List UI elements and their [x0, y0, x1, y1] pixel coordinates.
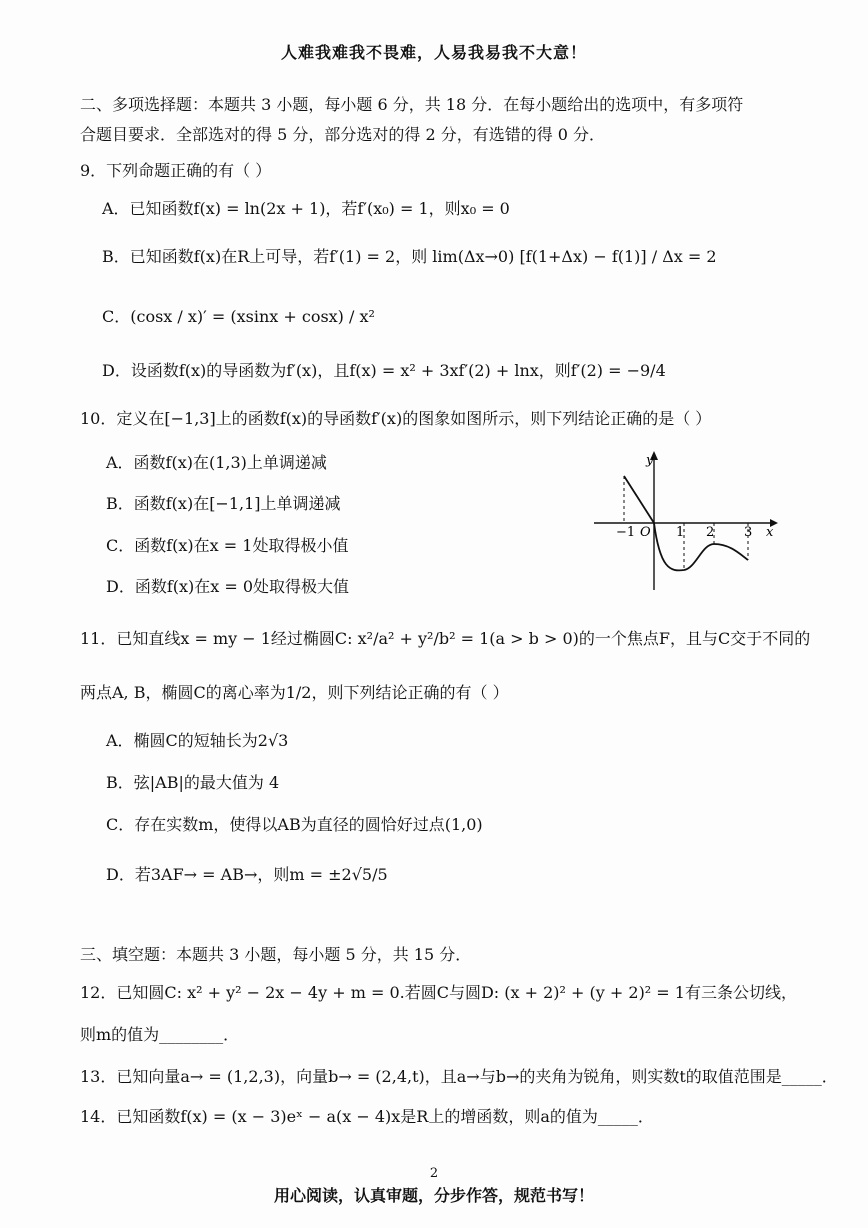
q9-option-b: B．已知函数f(x)在R上可导，若f′(1) = 2，则 lim(Δx→0) [f(1+Δx) − f(1)] / Δx = 2 [102, 247, 717, 266]
section2-instructions-line2: 合题目要求．全部选对的得 5 分，部分选对的得 2 分，有选错的得 0 分． [80, 125, 606, 144]
origin-label: O [640, 525, 651, 540]
tick-label-minus1: −1 [616, 525, 636, 540]
page-number: 2 [429, 1166, 439, 1181]
section3-instructions: 三、填空题：本题共 3 小题，每小题 5 分，共 15 分． [80, 945, 472, 964]
x-axis-label: x [766, 525, 774, 540]
q11-option-c: C．存在实数m，使得以AB为直径的圆恰好过点(1,0) [106, 815, 483, 834]
q10-option-d: D．函数f(x)在x = 0处取得极大值 [106, 577, 350, 596]
tick-label-2: 2 [706, 525, 715, 540]
q14: 14．已知函数f(x) = (x − 3)eˣ − a(x − 4)x是R上的增函数，则a的值为_____． [80, 1107, 654, 1126]
tick-label-3: 3 [744, 525, 753, 540]
section2-instructions-line1: 二、多项选择题：本题共 3 小题，每小题 6 分，共 18 分．在每小题给出的选项中，有多项符 [80, 95, 744, 114]
q9-option-d: D．设函数f(x)的导函数为f′(x)，且f(x) = x² + 3xf′(2) + lnx，则f′(2) = −9/4 [102, 361, 666, 380]
y-axis-label: y [646, 453, 654, 468]
q10-stem: 10．定义在[−1,3]上的函数f(x)的导函数f′(x)的图象如图所示，则下列结论正确的是（ ） [80, 409, 712, 428]
q11-option-b: B．弦|AB|的最大值为 4 [106, 773, 280, 792]
q11-stem-line1: 11．已知直线x = my − 1经过椭圆C: x²/a² + y²/b² = 1(a > b > 0)的一个焦点F，且与C交于不同的 [80, 629, 811, 648]
q13: 13．已知向量a→ = (1,2,3)，向量b→ = (2,4,t)，且a→与b→的夹角为锐角，则实数t的取值范围是_____． [80, 1067, 838, 1086]
q11-option-a: A．椭圆C的短轴长为2√3 [106, 731, 289, 750]
q12-line2: 则m的值为________． [80, 1025, 240, 1044]
q11-option-d: D．若3AF→ = AB→，则m = ±2√5/5 [106, 865, 388, 884]
page-footer-motto: 用心阅读，认真审题，分步作答，规范书写！ [273, 1186, 594, 1205]
q9-option-a: A．已知函数f(x) = ln(2x + 1)，若f′(x₀) = 1，则x₀ = 0 [102, 199, 510, 218]
q11-stem-line2: 两点A, B，椭圆C的离心率为1/2，则下列结论正确的有（ ） [80, 683, 509, 702]
q10-option-c: C．函数f(x)在x = 1处取得极小值 [106, 536, 349, 555]
tick-label-1: 1 [676, 525, 685, 540]
q10-option-a: A．函数f(x)在(1,3)上单调递减 [106, 453, 327, 472]
q9-stem: 9．下列命题正确的有（ ） [80, 161, 272, 180]
q9-option-c: C．(cosx / x)′ = (xsinx + cosx) / x² [102, 307, 375, 326]
page-header-motto: 人难我难我不畏难，人易我易我不大意！ [280, 43, 587, 62]
q12-line1: 12．已知圆C: x² + y² − 2x − 4y + m = 0.若圆C与圆D: (x + 2)² + (y + 2)² = 1有三条公切线， [80, 983, 797, 1002]
q10-option-b: B．函数f(x)在[−1,1]上单调递减 [106, 494, 341, 513]
derivative-graph [590, 448, 780, 590]
